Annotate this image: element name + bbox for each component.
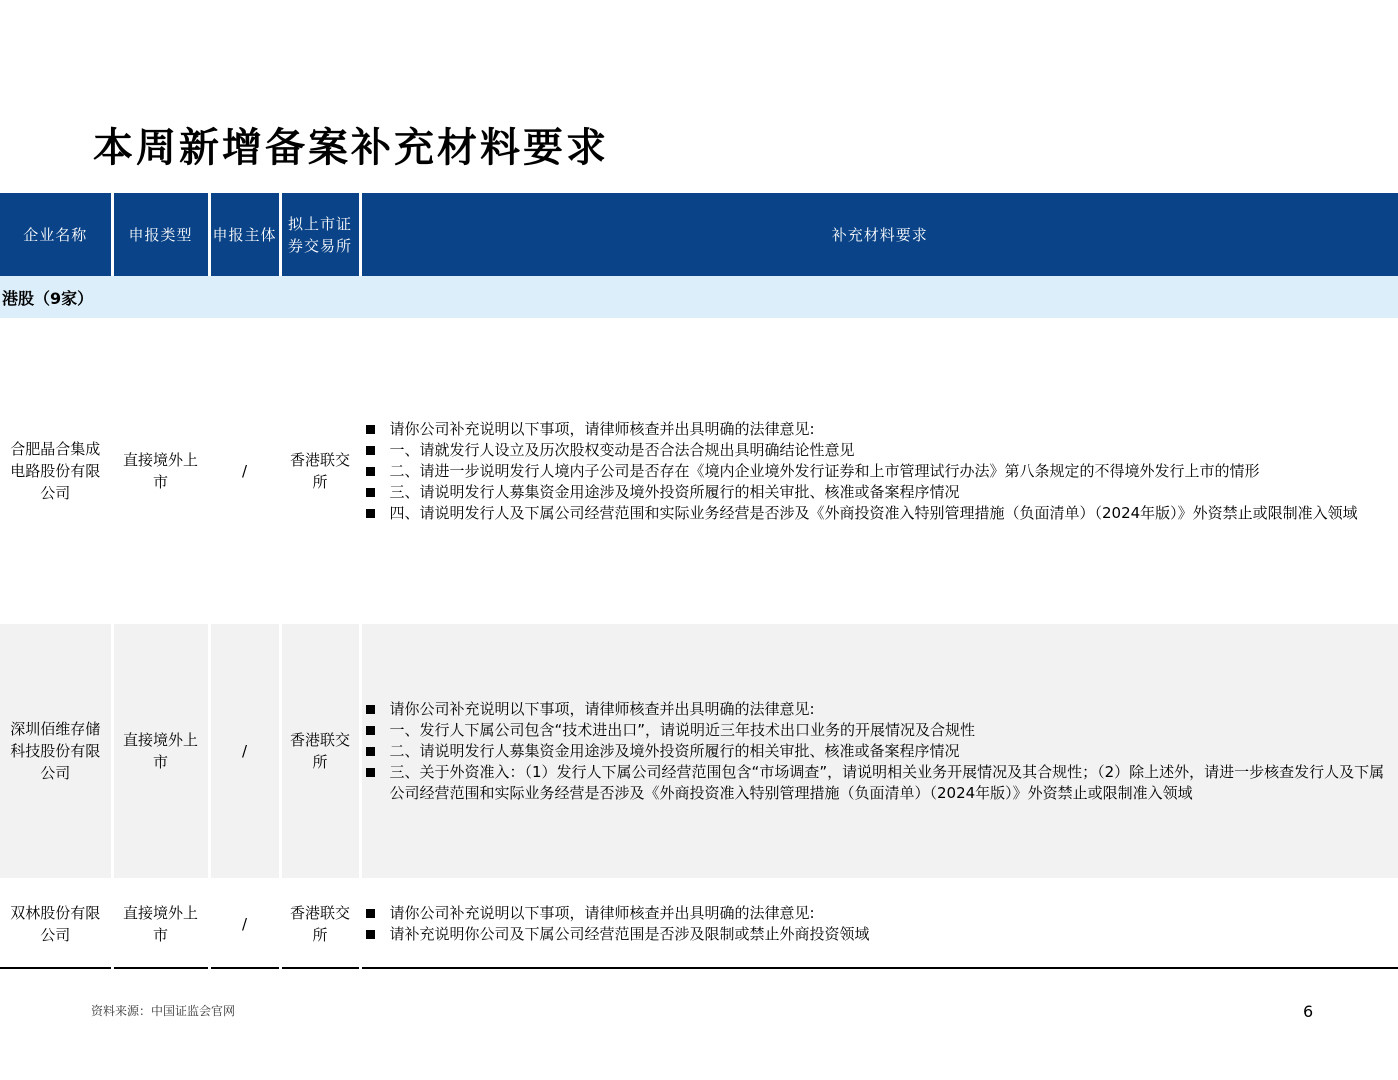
subject-cell: / [209,320,280,623]
table-row [0,320,1398,623]
list-item: 请补充说明你公司及下属公司经营范围是否涉及限制或禁止外商投资领域 [364,924,1393,945]
company-cell: 合肥晶合集成电路股份有限公司 [0,320,112,623]
exchange-cell: 香港联交所 [280,320,360,623]
page-number: 6 [1303,1002,1314,1021]
requirements-list [364,699,1393,804]
section-label: 港股（9家） [2,288,94,308]
requirements-cell [360,320,1398,623]
section-row [0,276,1398,320]
list-item: 四、请说明发行人及下属公司经营范围和实际业务经营是否涉及《外商投资准入特别管理措施（负面清单）（2024年版）》外资禁止或限制准入领域 [364,503,1393,524]
header-requirements: 补充材料要求 [360,193,1398,276]
requirements-cell [360,623,1398,880]
header-company: 企业名称 [0,193,112,276]
exchange-cell: 香港联交所 [280,623,360,880]
list-item: 三、请说明发行人募集资金用途涉及境外投资所履行的相关审批、核准或备案程序情况 [364,482,1393,503]
list-item: 请你公司补充说明以下事项，请律师核查并出具明确的法律意见: [364,903,1393,924]
list-item: 一、请就发行人设立及历次股权变动是否合法合规出具明确结论性意见 [364,440,1393,461]
list-item: 二、请说明发行人募集资金用途涉及境外投资所履行的相关审批、核准或备案程序情况 [364,741,1393,762]
source-note: 资料来源：中国证监会官网 [91,1004,236,1018]
table-row [0,623,1398,880]
subject-cell: / [209,623,280,880]
requirements-list [364,903,1393,945]
company-cell: 双林股份有限公司 [0,880,112,969]
type-cell: 直接境外上市 [112,623,209,880]
requirements-cell [360,880,1398,969]
requirements-table [0,193,1398,969]
type-cell: 直接境外上市 [112,320,209,623]
header-type: 申报类型 [112,193,209,276]
list-item: 请你公司补充说明以下事项，请律师核查并出具明确的法律意见: [364,699,1393,720]
company-cell: 深圳佰维存储科技股份有限公司 [0,623,112,880]
page-title: 本周新增备案补充材料要求 [93,125,609,171]
table-row [0,880,1398,969]
requirements-list [364,419,1393,524]
list-item: 一、发行人下属公司包含“技术进出口”，请说明近三年技术出口业务的开展情况及合规性 [364,720,1393,741]
header-subject: 申报主体 [209,193,280,276]
list-item: 三、关于外资准入：（1）发行人下属公司经营范围包含“市场调查”，请说明相关业务开展情况及其合规性；（2）除上述外，请进一步核查发行人及下属公司经营范围和实际业务经营是否涉及《外商投资准入特别管理措施（负面清单）（2024年版）》外资禁止或限制准入领域 [364,762,1393,804]
exchange-cell: 香港联交所 [280,880,360,969]
header-exchange: 拟上市证券交易所 [280,193,360,276]
subject-cell: / [209,880,280,969]
table-header-row [0,193,1398,276]
list-item: 请你公司补充说明以下事项，请律师核查并出具明确的法律意见: [364,419,1393,440]
type-cell: 直接境外上市 [112,880,209,969]
list-item: 二、请进一步说明发行人境内子公司是否存在《境内企业境外发行证券和上市管理试行办法》第八条规定的不得境外发行上市的情形 [364,461,1393,482]
